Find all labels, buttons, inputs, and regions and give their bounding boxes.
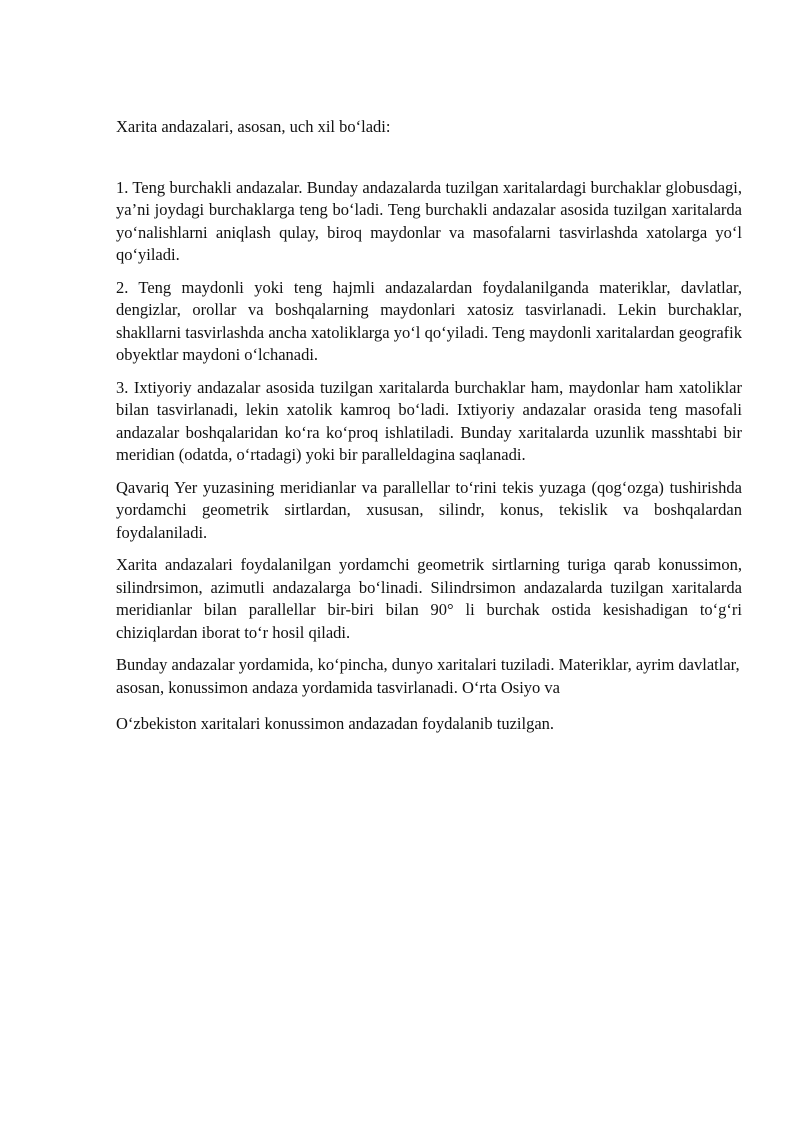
paragraph-arbitrary-projections: 3. Ixtiyoriy andazalar asosida tuzilgan xaritalarda burchaklar ham, maydonlar ham xatoliklar bilan tasvirlanadi, lekin xatolik kamroq bo‘ladi. Ixtiyoriy andazalar orasida teng masofali andazalar boshqalaridan ko‘ra ko‘proq ishlatiladi. Bunday xaritalarda uzunlik masshtabi bir meridian (odatda, o‘rtadagi) yoki bir paralleldagina saqlanadi. [116, 377, 742, 464]
paragraph-equal-area-projections: 2. Teng maydonli yoki teng hajmli andazalardan foydalanilganda materiklar, davlatlar, dengizlar, orollar va boshqalarning maydonlari xatosiz tasvirlanadi. Lekin burchaklar, shakllarni tasvirlashda ancha xatoliklarga yo‘l qo‘yiladi. Teng maydonli xaritalardan geografik obyektlar maydoni o‘lchanadi. [116, 277, 742, 364]
paragraph-projection-types: Xarita andazalari foydalanilgan yordamchi geometrik sirtlarning turiga qarab konussimon, silindrsimon, azimutli andazalarga bo‘linadi. Silindrsimon andazalarda tuzilgan xaritalarda meridianlar bilan parallellar bir-biri bilan 90° li burchak ostida kesishadigan to‘g‘ri chiziqlardan iborat to‘r hosil qiladi. [116, 555, 742, 642]
intro-paragraph: Xarita andazalari, asosan, uch xil bo‘ladi: [116, 117, 391, 136]
paragraph-uzbekistan-maps: O‘zbekiston xaritalari konussimon andazadan foydalanib tuzilgan. [116, 714, 555, 733]
document-body [116, 116, 742, 746]
paragraph-auxiliary-surfaces: Qavariq Yer yuzasining meridianlar va parallellar to‘rini tekis yuzaga (qog‘ozga) tushirishda yordamchi geometrik sirtlardan, xususan, silindr, konus, tekislik va boshqalardan foydalaniladi. [116, 477, 742, 542]
paragraph-equal-angle-projections: 1. Teng burchakli andazalar. Bunday andazalarda tuzilgan xaritalardagi burchaklar globusdagi, ya’ni joydagi burchaklarga teng bo‘ladi. Teng burchakli andazalar asosida tuzilgan xaritalarda yo‘nalishlarni aniqlash qulay, biroq maydonlar va masofalarni tasvirlashda xatolarga yo‘l qo‘yiladi. [116, 177, 742, 264]
paragraph-world-maps: Bunday andazalar yordamida, ko‘pincha, dunyo xaritalari tuziladi. Materiklar, ayrim davlatlar, asosan, konussimon andaza yordamida tasvirlanadi. O‘rta Osiyo va [116, 655, 740, 697]
